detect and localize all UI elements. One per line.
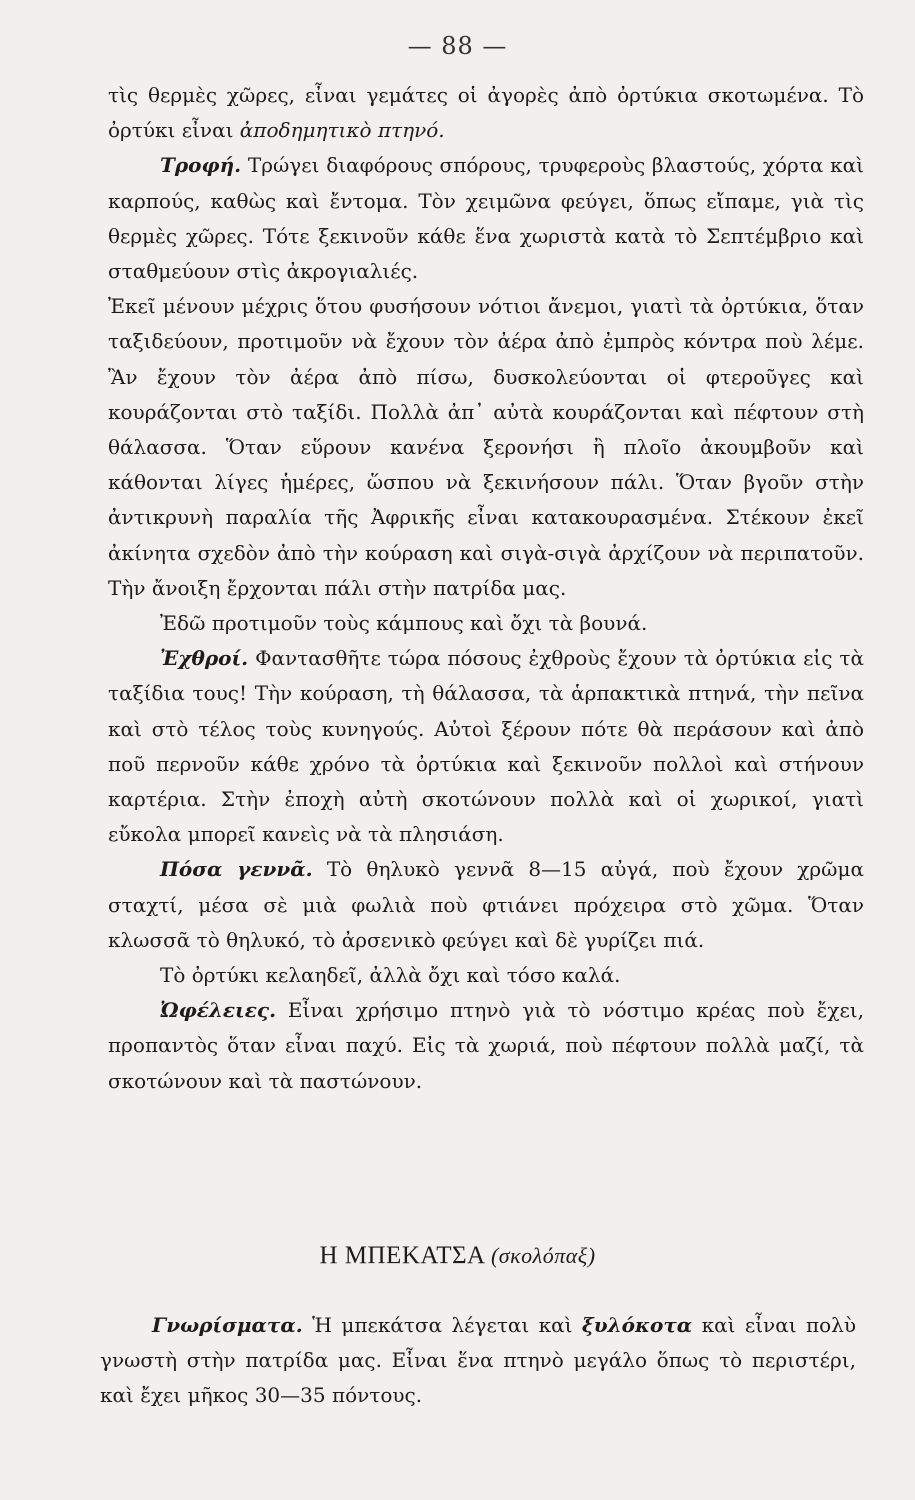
paragraph-text: Τὸ ὀρτύκι κελαηδεῖ, ἀλλὰ ὄχι καὶ τόσο καλά. bbox=[160, 963, 621, 988]
section-subtitle: (σκολόπαξ) bbox=[490, 1243, 596, 1268]
paragraph-text: Ἡ μπεκάτσα λέγεται καὶ bbox=[302, 1313, 582, 1337]
main-text-block bbox=[108, 78, 864, 1099]
paragraph-text: Ἐδῶ προτιμοῦν τοὺς κάμπους καὶ ὄχι τὰ βουνά. bbox=[160, 611, 648, 636]
paragraph-enemies bbox=[108, 641, 864, 852]
paragraph-text: Τὸ θηλυκὸ γεννᾶ 8—15 αὐγά, ποὺ ἔχουν χρῶμα σταχτί, μέσα σὲ μιὰ φωλιὰ ποὺ φτιάνει πρόχειρα στὸ χῶμα. Ὅταν κλωσσᾶ τὸ θηλυκό, τὸ ἀρσενικὸ φεύγει καὶ δὲ γυρίζει πιά. bbox=[108, 857, 864, 952]
section-text-block bbox=[100, 1308, 856, 1414]
paragraph-heading: Ὠφέλειες. bbox=[160, 998, 277, 1023]
paragraph-habitat bbox=[108, 606, 864, 641]
paragraph-text: Εἶναι χρήσιμο πτηνὸ γιὰ τὸ νόστιμο κρέας ποὺ ἔχει, προπαντὸς ὅταν εἶναι παχύ. Εἰς τὰ χωριά, ποὺ πέφτουν πολλὰ μαζί, τὰ σκοτώνουν καὶ τὰ παστώνουν. bbox=[108, 998, 864, 1093]
paragraph-song bbox=[108, 958, 864, 993]
section-title: Η ΜΠΕΚΑΤΣΑ bbox=[319, 1242, 485, 1269]
paragraph-heading: Πόσα γεννᾶ. bbox=[160, 857, 313, 882]
paragraph-italic-text: ἀποδημητικὸ πτηνό. bbox=[239, 118, 445, 143]
paragraph-benefits bbox=[108, 993, 864, 1099]
paragraph-heading: Γνωρίσματα. bbox=[152, 1313, 303, 1337]
page-number: — 88 — bbox=[407, 32, 508, 60]
paragraph-heading: Ἐχθροί. bbox=[160, 646, 249, 671]
paragraph-breeding bbox=[108, 852, 864, 958]
section-heading bbox=[0, 1242, 915, 1270]
paragraph-intro bbox=[108, 78, 864, 148]
paragraph-text: Ἐκεῖ μένουν μέχρις ὅτου φυσήσουν νότιοι ἄνεμοι, γιατὶ τὰ ὀρτύκια, ὅταν ταξιδεύουν, προτιμοῦν νὰ ἔχουν τὸν ἀέρα ἀπὸ ἐμπρὸς κόντρα ποὺ λέμε. Ἂν ἔχουν τὸν ἀέρα ἀπὸ πίσω, δυσκολεύονται οἱ φτεροῦγες καὶ κουράζονται στὸ ταξίδι. Πολλὰ ἀπ᾿ αὐτὰ κουράζονται καὶ πέφτουν στὴ θάλασσα. Ὅταν εὕρουν κανένα ξερονήσι ἢ πλοῖο ἀκουμβοῦν καὶ κάθονται λίγες ἡμέρες, ὥσπου νὰ ξεκινήσουν πάλι. Ὅταν βγοῦν στὴν ἀντικρυνὴ παραλία τῆς Ἀφρικῆς εἶναι κατακουρασμένα. Στέκουν ἐκεῖ ἀκίνητα σχεδὸν ἀπὸ τὴν κούραση καὶ σιγὰ-σιγὰ ἀρχίζουν νὰ περιπατοῦν. Τὴν ἄνοιξη ἔρχονται πάλι στὴν πατρίδα μας. bbox=[108, 294, 864, 600]
paragraph-emphasis: ξυλόκοτα bbox=[581, 1313, 693, 1337]
paragraph-features bbox=[100, 1308, 856, 1414]
paragraph-migration bbox=[108, 289, 864, 606]
paragraph-text: Φαντασθῆτε τώρα πόσους ἐχθροὺς ἔχουν τὰ ὀρτύκια εἰς τὰ ταξίδια τους! Τὴν κούραση, τὴ θάλασσα, τὰ ἁρπακτικὰ πτηνά, τὴν πεῖνα καὶ στὸ τέλος τοὺς κυνηγούς. Αὐτοὶ ξέρουν πότε θὰ περάσουν καὶ ἀπὸ ποῦ περνοῦν κάθε χρόνο τὰ ὀρτύκια καὶ ξεκινοῦν πολλοὶ καὶ στήνουν καρτέρια. Στὴν ἐποχὴ αὐτὴ σκοτώνουν πολλὰ καὶ οἱ χωρικοί, γιατὶ εὔκολα μπορεῖ κανεὶς νὰ τὰ πλησιάση. bbox=[108, 646, 864, 847]
paragraph-text: τὶς θερμὲς χῶρες, εἶναι γεμάτες οἱ ἀγορὲς ἀπὸ ὀρτύκια σκοτωμένα. Τὸ ὀρτύκι εἶναι bbox=[108, 83, 864, 143]
paragraph-text: καὶ εἶναι πολὺ γνωστὴ στὴν πατρίδα μας. Εἶναι ἕνα πτηνὸ μεγάλο ὅπως τὸ περιστέρι, καὶ ἔχει μῆκος 30—35 πόντους. bbox=[100, 1313, 856, 1408]
paragraph-food bbox=[108, 148, 864, 289]
paragraph-heading: Τροφή. bbox=[160, 153, 242, 178]
paragraph-text: Τρώγει διαφόρους σπόρους, τρυφεροὺς βλαστούς, χόρτα καὶ καρπούς, καθὼς καὶ ἔντομα. Τὸν χειμῶνα φεύγει, ὅπως εἴπαμε, γιὰ τὶς θερμὲς χῶρες. Τότε ξεκινοῦν κάθε ἕνα χωριστὰ κατὰ τὸ Σεπτέμβριο καὶ σταθμεύουν στὶς ἀκρογιαλιές. bbox=[108, 153, 864, 284]
